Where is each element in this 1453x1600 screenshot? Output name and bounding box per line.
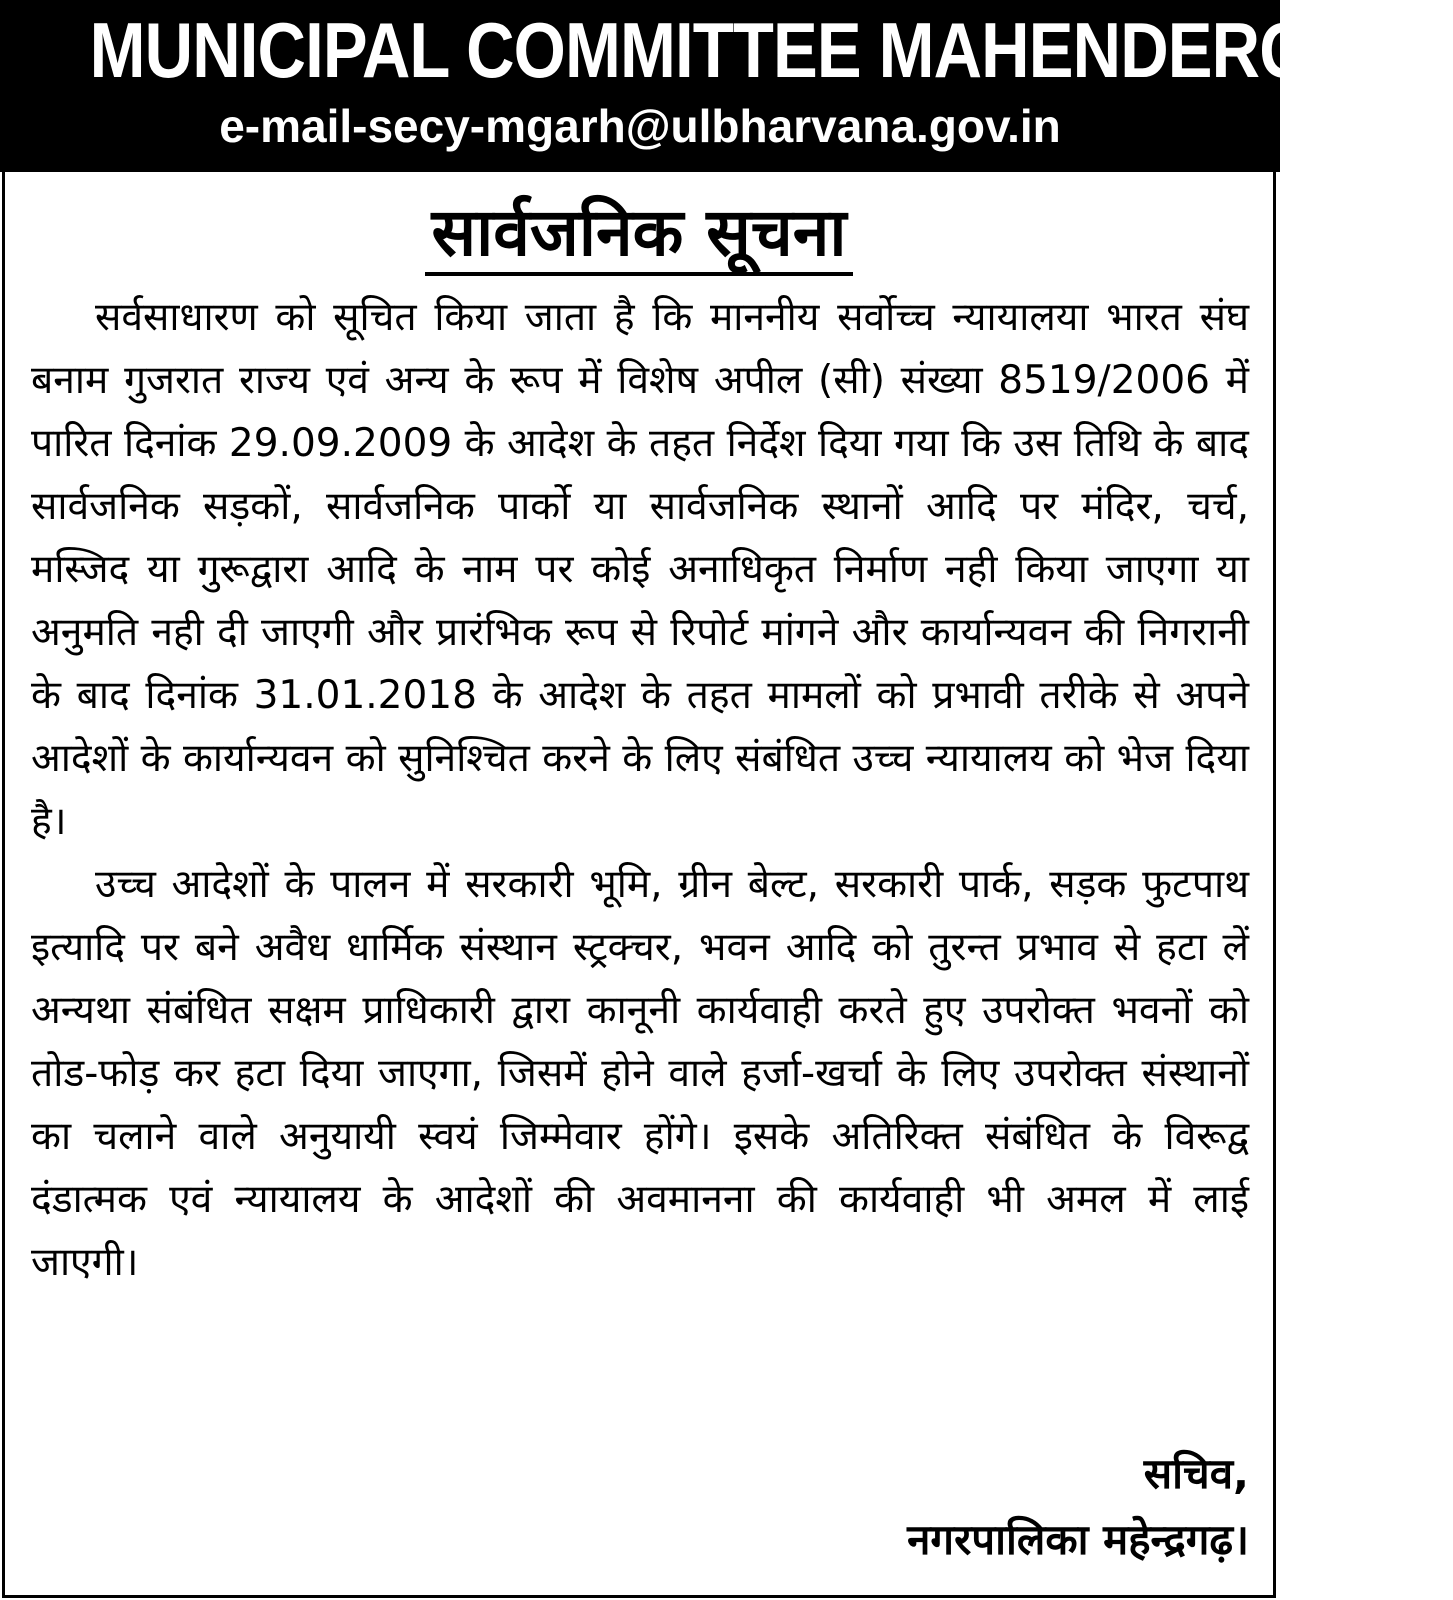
notice-paragraph-2: उच्च आदेशों के पालन में सरकारी भूमि, ग्रीन बेल्ट, सरकारी पार्क, सड़क फुटपाथ इत्यादि पर बने अवैध धार्मिक संस्थान स्ट्रक्चर, भवन आदि को तुरन्त प्रभाव से हटा लें अन्यथा संबंधित सक्षम प्राधिकारी द्वारा कानूनी कार्यवाही करते हुए उपरोक्त भवनों को तोड-फोड़ कर हटा दिया जाएगा, जिसमें होने वाले हर्जा-खर्चा के लिए उपरोक्त संस्थानों का चलाने वाले अनुयायी स्वयं जिम्मेवार होंगे। इसके अतिरिक्त संबंधित के विरूद्व दंडात्मक एवं न्यायालय के आदेशों की अवमानना की कार्यवाही भी अमल में लाई जाएगी। — [31, 862, 1249, 1285]
notice-frame — [2, 172, 1276, 1598]
signature-organization: नगरपालिका महेन्द्रगढ़। — [907, 1515, 1249, 1564]
organization-email: e-mail-secy-mgarh@ulbharvana.gov.in — [219, 100, 1061, 152]
organization-title: MUNICIPAL COMMITTEE MAHENDERGARH — [89, 6, 1453, 94]
signature-block — [907, 1441, 1249, 1573]
notice-title: सार्वजनिक सूचना — [425, 194, 852, 276]
header-banner — [0, 0, 1453, 172]
notice-title-wrapper — [5, 194, 1273, 276]
notice-paragraph-1: सर्वसाधारण को सूचित किया जाता है कि माननीय सर्वोच्च न्यायालया भारत संघ बनाम गुजरात राज्य एवं अन्य के रूप में विशेष अपील (सी) संख्या 8519/2006 में पारित दिनांक 29.09.2009 के आदेश के तहत निर्देश दिया गया कि उस तिथि के बाद सार्वजनिक सड़कों, सार्वजनिक पार्को या सार्वजनिक स्थानों आदि पर मंदिर, चर्च, मस्जिद या गुरूद्वारा आदि के नाम पर कोई अनाधिकृत निर्माण नही किया जाएगा या अनुमति नही दी जाएगी और प्रारंभिक रूप से रिपोर्ट मांगने और कार्यान्यवन की निगरानी के बाद दिनांक 31.01.2018 के आदेश के तहत मामलों को प्रभावी तरीके से अपने आदेशों के कार्यान्यवन को सुनिश्चित करने के लिए संबंधित उच्च न्यायालय को भेज दिया है। — [31, 295, 1249, 844]
notice-body — [31, 286, 1249, 1294]
signature-title: सचिव, — [1143, 1449, 1249, 1498]
